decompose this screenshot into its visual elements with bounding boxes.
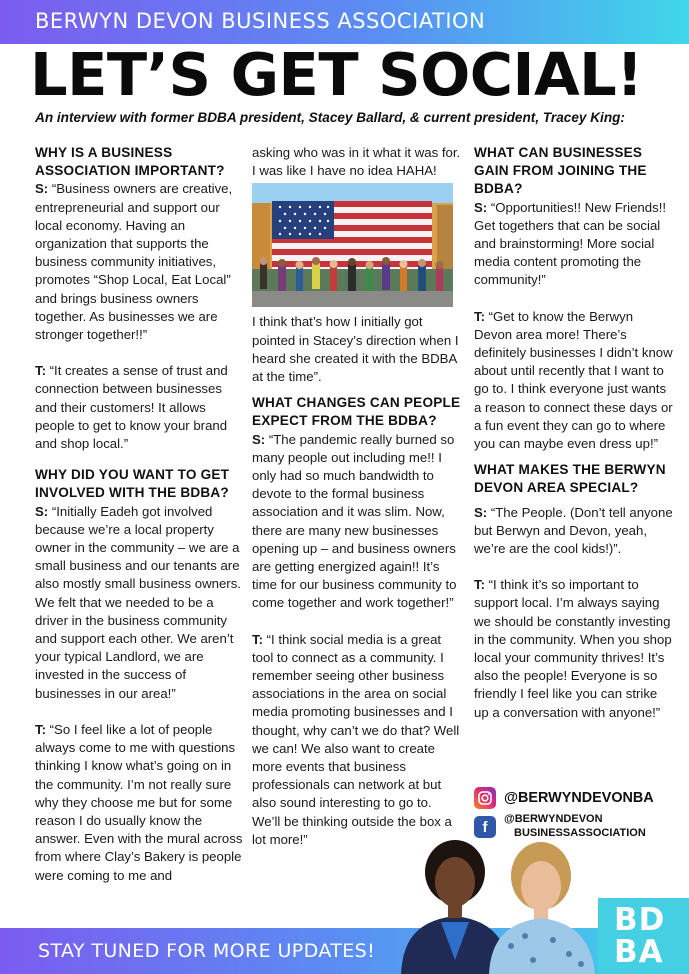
- speaker-tag: S:: [252, 431, 266, 447]
- bdba-logo: [598, 898, 689, 974]
- speaker-tag: T:: [35, 721, 46, 737]
- answer-text: “The pandemic really burned so many people out including me!! I only had so much bandwidth to devote to the formal business association and it was slim. Now, there are many new businesses opening up – and business owners are getting energized again!! It’s time for our business community to come together and work together!”: [252, 431, 457, 611]
- logo-text-bottom: BA: [614, 934, 664, 970]
- footer-cta: STAY TUNED FOR MORE UPDATES!: [38, 940, 376, 962]
- speaker-tag: S:: [474, 199, 488, 215]
- answer-tracey: [474, 576, 674, 722]
- answer-stacey: [35, 503, 243, 703]
- answer-tracey: [474, 308, 674, 454]
- speaker-tag: T:: [35, 363, 46, 379]
- instagram-link[interactable]: [474, 785, 654, 811]
- answer-stacey: [252, 431, 462, 613]
- answer-text: “I think it’s so important to support local. I’m always saying we should be constantly investing in the community. When you shop local your community thrives! It’s also the people! Everyone is so friendly I feel like you can strike up a conversation with anyone!”: [474, 577, 672, 720]
- answer-text: “It creates a sense of trust and connection between businesses and their customers! It allows people to get to know your brand and shop local.”: [35, 363, 228, 452]
- question-heading: WHY DID YOU WANT TO GET INVOLVED WITH THE BDBA?: [35, 467, 230, 501]
- page-headline: LET’S GET SOCIAL!: [30, 40, 643, 109]
- flag-mural-image: [252, 183, 453, 307]
- interview-subhead: An interview with former BDBA president, Stacey Ballard, & current president, Tracey King:: [35, 110, 625, 125]
- speaker-tag: S:: [35, 503, 49, 519]
- answer-text: “Initially Eadeh got involved because we’re a local property owner in the community – we are a small business and our tenants are also mostly small business owners. We felt that we needed to be a driver in the business community and support each other. We aren’t your typical Landlord, we are invested in the success of businesses in our area!”: [35, 503, 241, 701]
- continued-text: asking who was in it what it was for. I was like I have no idea HAHA!: [252, 145, 461, 179]
- speaker-tag: T:: [252, 631, 263, 647]
- facebook-handle-line1: @BERWYNDEVON: [504, 813, 603, 825]
- speaker-tag: S:: [35, 181, 49, 197]
- header-band: [0, 0, 689, 44]
- answer-text: “So I feel like a lot of people always come to me with questions thinking I know what’s going on in the community. I’m not really sure why they choose me but for some reason I do usually know the answer. Even with the mural across from where Clay’s Bakery is people were coming to me and: [35, 721, 243, 883]
- presidents-photo: [393, 836, 598, 974]
- answer-stacey: [474, 199, 674, 290]
- speaker-tag: S:: [474, 504, 488, 520]
- speaker-tag: T:: [474, 308, 485, 324]
- instagram-handle: @BERWYNDEVONBA: [504, 790, 654, 806]
- answer-text: “Opportunities!! New Friends!! Get togethers that can be social and brainstorming! More social media content promoting the community!”: [474, 199, 667, 288]
- question-heading: WHAT CAN BUSINESSES GAIN FROM JOINING THE BDBA?: [474, 145, 647, 197]
- facebook-handle-line2: BUSINESSASSOCIATION: [514, 827, 646, 839]
- question-heading: WHAT MAKES THE BERWYN DEVON AREA SPECIAL?: [474, 462, 666, 496]
- answer-stacey: [474, 504, 674, 559]
- answer-tracey: [35, 721, 243, 885]
- question-heading: WHAT CHANGES CAN PEOPLE EXPECT FROM THE BDBA?: [252, 395, 461, 429]
- answer-tracey: [35, 362, 243, 453]
- answer-text: “I think social media is a great tool to connect as a community. I remember seeing other business associations in the area on social media promoting businesses and I thought, why can’t we do that? Well we can! We also want to create more events that business professionals can network at but also sound interesting to go to. We’ll be thinking outside the box a lot more!”: [252, 631, 460, 847]
- speaker-tag: T:: [474, 577, 485, 593]
- answer-text: “Business owners are creative, entrepreneurial and support our local economy. Having an organization that supports the business community initiatives, promotes “Shop Local, Eat Local” and brings business owners together. As businesses we are stronger together!!”: [35, 181, 233, 343]
- facebook-glyph: f: [482, 818, 488, 836]
- continued-text: I think that’s how I initially got pointed in Stacey’s direction when I heard she created it with the BDBA at the time”.: [252, 314, 459, 385]
- answer-text: “Get to know the Berwyn Devon area more! There’s definitely businesses I didn’t know about until recently that I want to go to. I think everyone just wants a reason to connect these days or a fun event they can go to where you can maybe even dress up!”: [474, 308, 673, 452]
- column-3: [474, 144, 674, 722]
- answer-tracey: [252, 631, 462, 849]
- mural-photo: [252, 183, 453, 307]
- question-heading: WHY IS A BUSINESS ASSOCIATION IMPORTANT?: [35, 145, 225, 179]
- answer-stacey: [35, 180, 243, 344]
- column-1: [35, 144, 243, 885]
- answer-text: “The People. (Don’t tell anyone but Berwyn and Devon, yeah, we’re are the cool kids!)”.: [474, 504, 673, 557]
- logo-text-top: BD: [614, 902, 666, 938]
- org-name: BERWYN DEVON BUSINESS ASSOCIATION: [35, 9, 486, 33]
- instagram-icon: [474, 787, 496, 809]
- facebook-icon: [474, 816, 496, 838]
